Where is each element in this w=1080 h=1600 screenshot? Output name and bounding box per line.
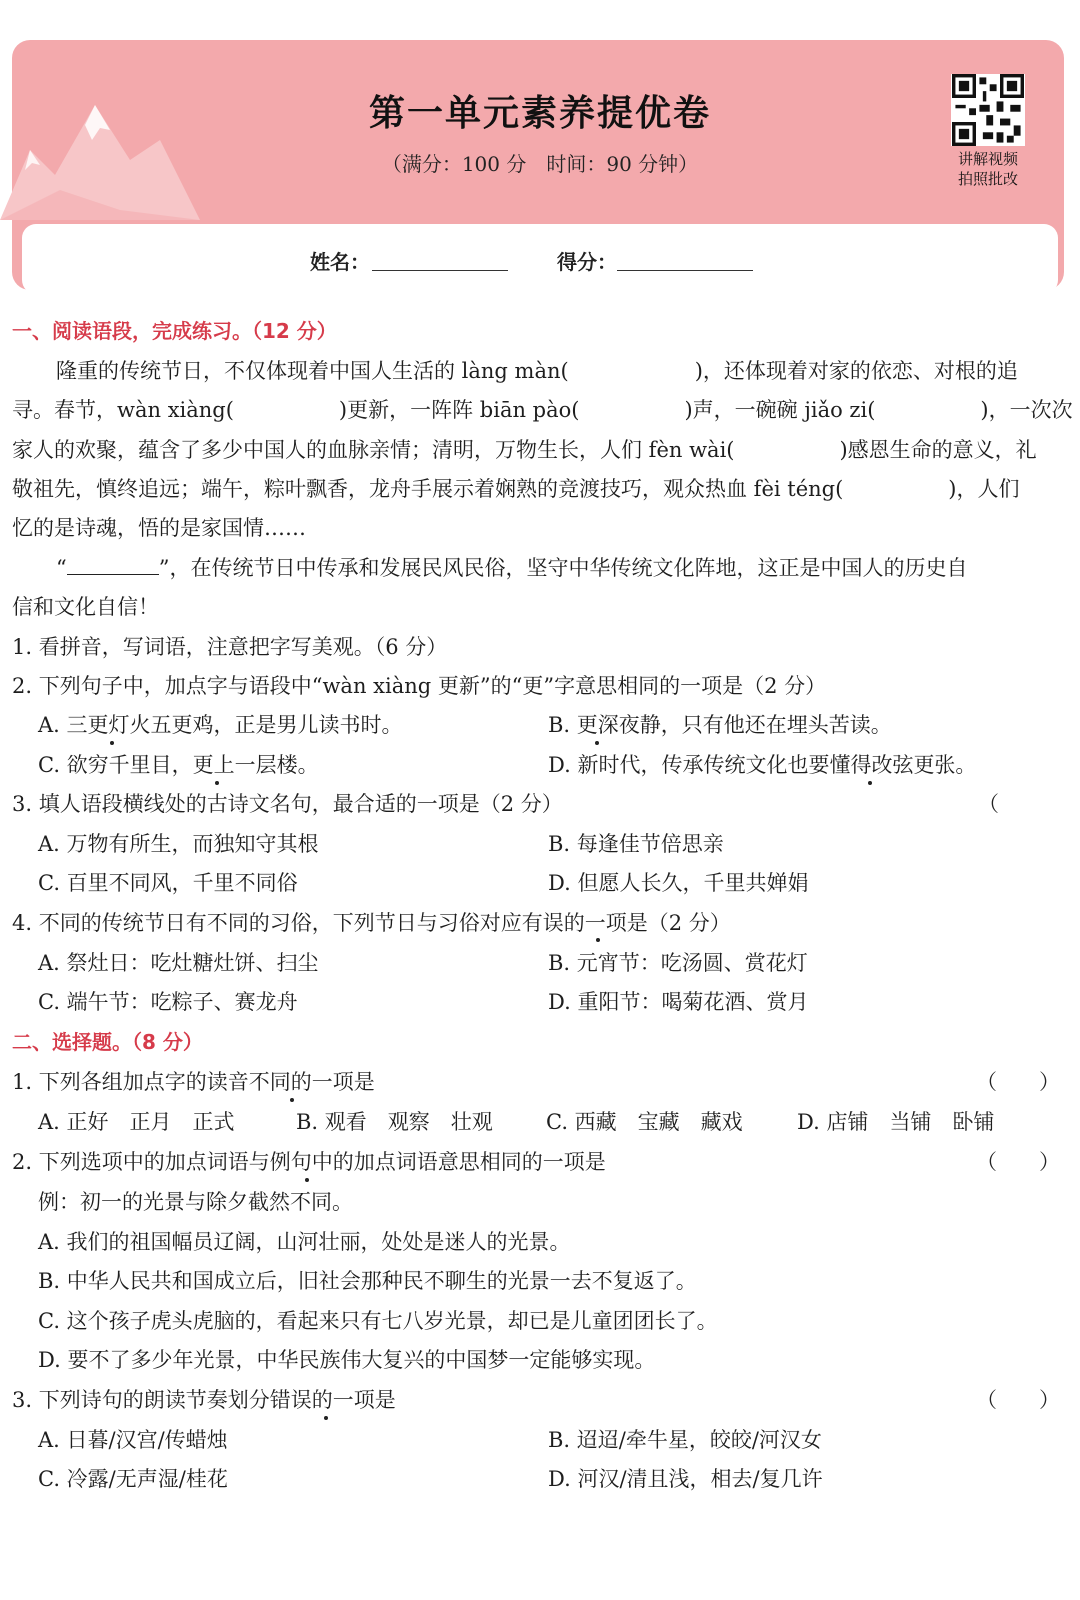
option-d[interactable]: D. 但愿人长久，千里共婵娟 (548, 871, 809, 895)
section1-heading: 一、阅读语段，完成练习。（12 分） (12, 319, 337, 343)
option-b[interactable]: B. 每逢佳节倍思亲 (548, 832, 724, 856)
exam-info: （满分：100 分 时间：90 分钟） (381, 152, 699, 176)
qr-caption-video: 讲解视频 (957, 150, 1018, 168)
qr-caption-grading: 拍照批改 (957, 170, 1018, 188)
option-a[interactable]: A. 正好 正月 正式 (38, 1110, 235, 1134)
score-label: 得分： (557, 250, 617, 274)
emphasis-dot (215, 781, 219, 785)
emphasis-dot (595, 741, 599, 745)
option-c[interactable]: C. 欲穷千里目，更上一层楼。 (38, 753, 319, 777)
answer-paren[interactable]: （ ） (976, 1150, 1060, 1174)
option-a[interactable]: A. 我们的祖国幅员辽阔，山河壮丽，处处是迷人的光景。 (38, 1230, 571, 1254)
option-d[interactable]: D. 新时代，传承传统文化也要懂得改弦更张。 (548, 753, 977, 777)
name-field[interactable] (372, 270, 508, 271)
option-c[interactable]: C. 百里不同风，千里不同俗 (38, 871, 298, 895)
qr-caption (940, 149, 1036, 189)
page-title: 第一单元素养提优卷 (368, 92, 711, 134)
emphasis-dot (324, 1416, 328, 1420)
example-sentence: 例：初一的光景与除夕截然不同。 (38, 1190, 353, 1214)
answer-paren[interactable]: （ ） (976, 1388, 1060, 1412)
emphasis-dot (868, 781, 872, 785)
option-d[interactable]: D. 河汉/清且浅，相去/复几许 (548, 1467, 823, 1491)
quote-open: “ (56, 556, 67, 580)
option-c[interactable]: C. 西藏 宝藏 藏戏 (546, 1110, 743, 1134)
score-field[interactable] (617, 270, 753, 271)
option-a[interactable]: A. 三更灯火五更鸡，正是男儿读书时。 (38, 713, 403, 737)
qr-code-icon[interactable] (951, 74, 1025, 146)
answer-paren[interactable]: （ (978, 792, 999, 816)
passage-line: 敬祖先，慎终追远；端午，粽叶飘香，龙舟手展示着娴熟的竞渡技巧，观众热血 fèi téng( )，人们 (12, 477, 1020, 501)
section2-heading: 二、选择题。（8 分） (12, 1030, 203, 1054)
option-a[interactable]: A. 日暮/汉宫/传蜡烛 (38, 1428, 228, 1452)
option-c[interactable]: C. 端午节：吃粽子、赛龙舟 (38, 990, 298, 1014)
question-2-1: 1. 下列各组加点字的读音不同的一项是 (12, 1070, 375, 1094)
option-c[interactable]: C. 这个孩子虎头虎脑的，看起来只有七八岁光景，却已是儿童团团长了。 (38, 1309, 718, 1333)
option-b[interactable]: B. 观看 观察 壮观 (296, 1110, 493, 1134)
option-b[interactable]: B. 中华人民共和国成立后，旧社会那种民不聊生的光景一去不复返了。 (38, 1269, 697, 1293)
passage-quote-line (56, 553, 1080, 583)
name-label: 姓名： (310, 250, 370, 274)
question-2-3: 3. 下列诗句的朗读节奏划分错误的一项是 (12, 1388, 396, 1412)
quote-rest: ”，在传统节日中传承和发展民风民俗，坚守中华传统文化阵地，这正是中国人的历史自 (158, 556, 968, 580)
option-d[interactable]: D. 店铺 当铺 卧铺 (797, 1110, 995, 1134)
passage-line: 寻。春节，wàn xiàng( )更新，一阵阵 biān pào( )声，一碗碗 jiǎo zi( )，一次次 (12, 398, 1073, 422)
emphasis-dot (596, 938, 600, 942)
option-d[interactable]: D. 要不了多少年光景，中华民族伟大复兴的中国梦一定能够实现。 (38, 1348, 656, 1372)
emphasis-dot (290, 1098, 294, 1102)
emphasis-dot (110, 741, 114, 745)
passage-line: 隆重的传统节日，不仅体现着中国人生活的 làng màn( )，还体现着对家的依恋、对根的追 (56, 359, 1018, 383)
option-b[interactable]: B. 元宵节：吃汤圆、赏花灯 (548, 951, 808, 975)
emphasis-dot (305, 1178, 309, 1182)
option-a[interactable]: A. 万物有所生，而独知守其根 (38, 832, 319, 856)
answer-paren[interactable]: （ ） (976, 1070, 1060, 1094)
question-1-2: 2. 下列句子中，加点字与语段中“wàn xiàng 更新”的“更”字意思相同的一项是（2 分） (12, 674, 827, 698)
option-c[interactable]: C. 冷露/无声湿/桂花 (38, 1467, 228, 1491)
question-1-3: 3. 填人语段横线处的古诗文名句，最合适的一项是（2 分） (12, 792, 563, 816)
passage-line: 忆的是诗魂，悟的是家国情…… (12, 516, 306, 540)
passage-line: 信和文化自信！ (12, 595, 159, 619)
question-1-1: 1. 看拼音，写词语，注意把字写美观。（6 分） (12, 635, 448, 659)
option-b[interactable]: B. 更深夜静，只有他还在埋头苦读。 (548, 713, 892, 737)
question-1-4: 4. 不同的传统节日有不同的习俗，下列节日与习俗对应有误的一项是（2 分） (12, 911, 731, 935)
student-info-box (22, 224, 1058, 294)
option-d[interactable]: D. 重阳节：喝菊花酒、赏月 (548, 990, 809, 1014)
option-b[interactable]: B. 迢迢/牵牛星，皎皎/河汉女 (548, 1428, 822, 1452)
poem-blank[interactable] (67, 554, 159, 575)
passage-line: 家人的欢聚，蕴含了多少中国人的血脉亲情；清明，万物生长，人们 fèn wài( )感恩生命的意义，礼 (12, 438, 1037, 462)
option-a[interactable]: A. 祭灶日：吃灶糖灶饼、扫尘 (38, 951, 319, 975)
question-2-2: 2. 下列选项中的加点词语与例句中的加点词语意思相同的一项是 (12, 1150, 606, 1174)
